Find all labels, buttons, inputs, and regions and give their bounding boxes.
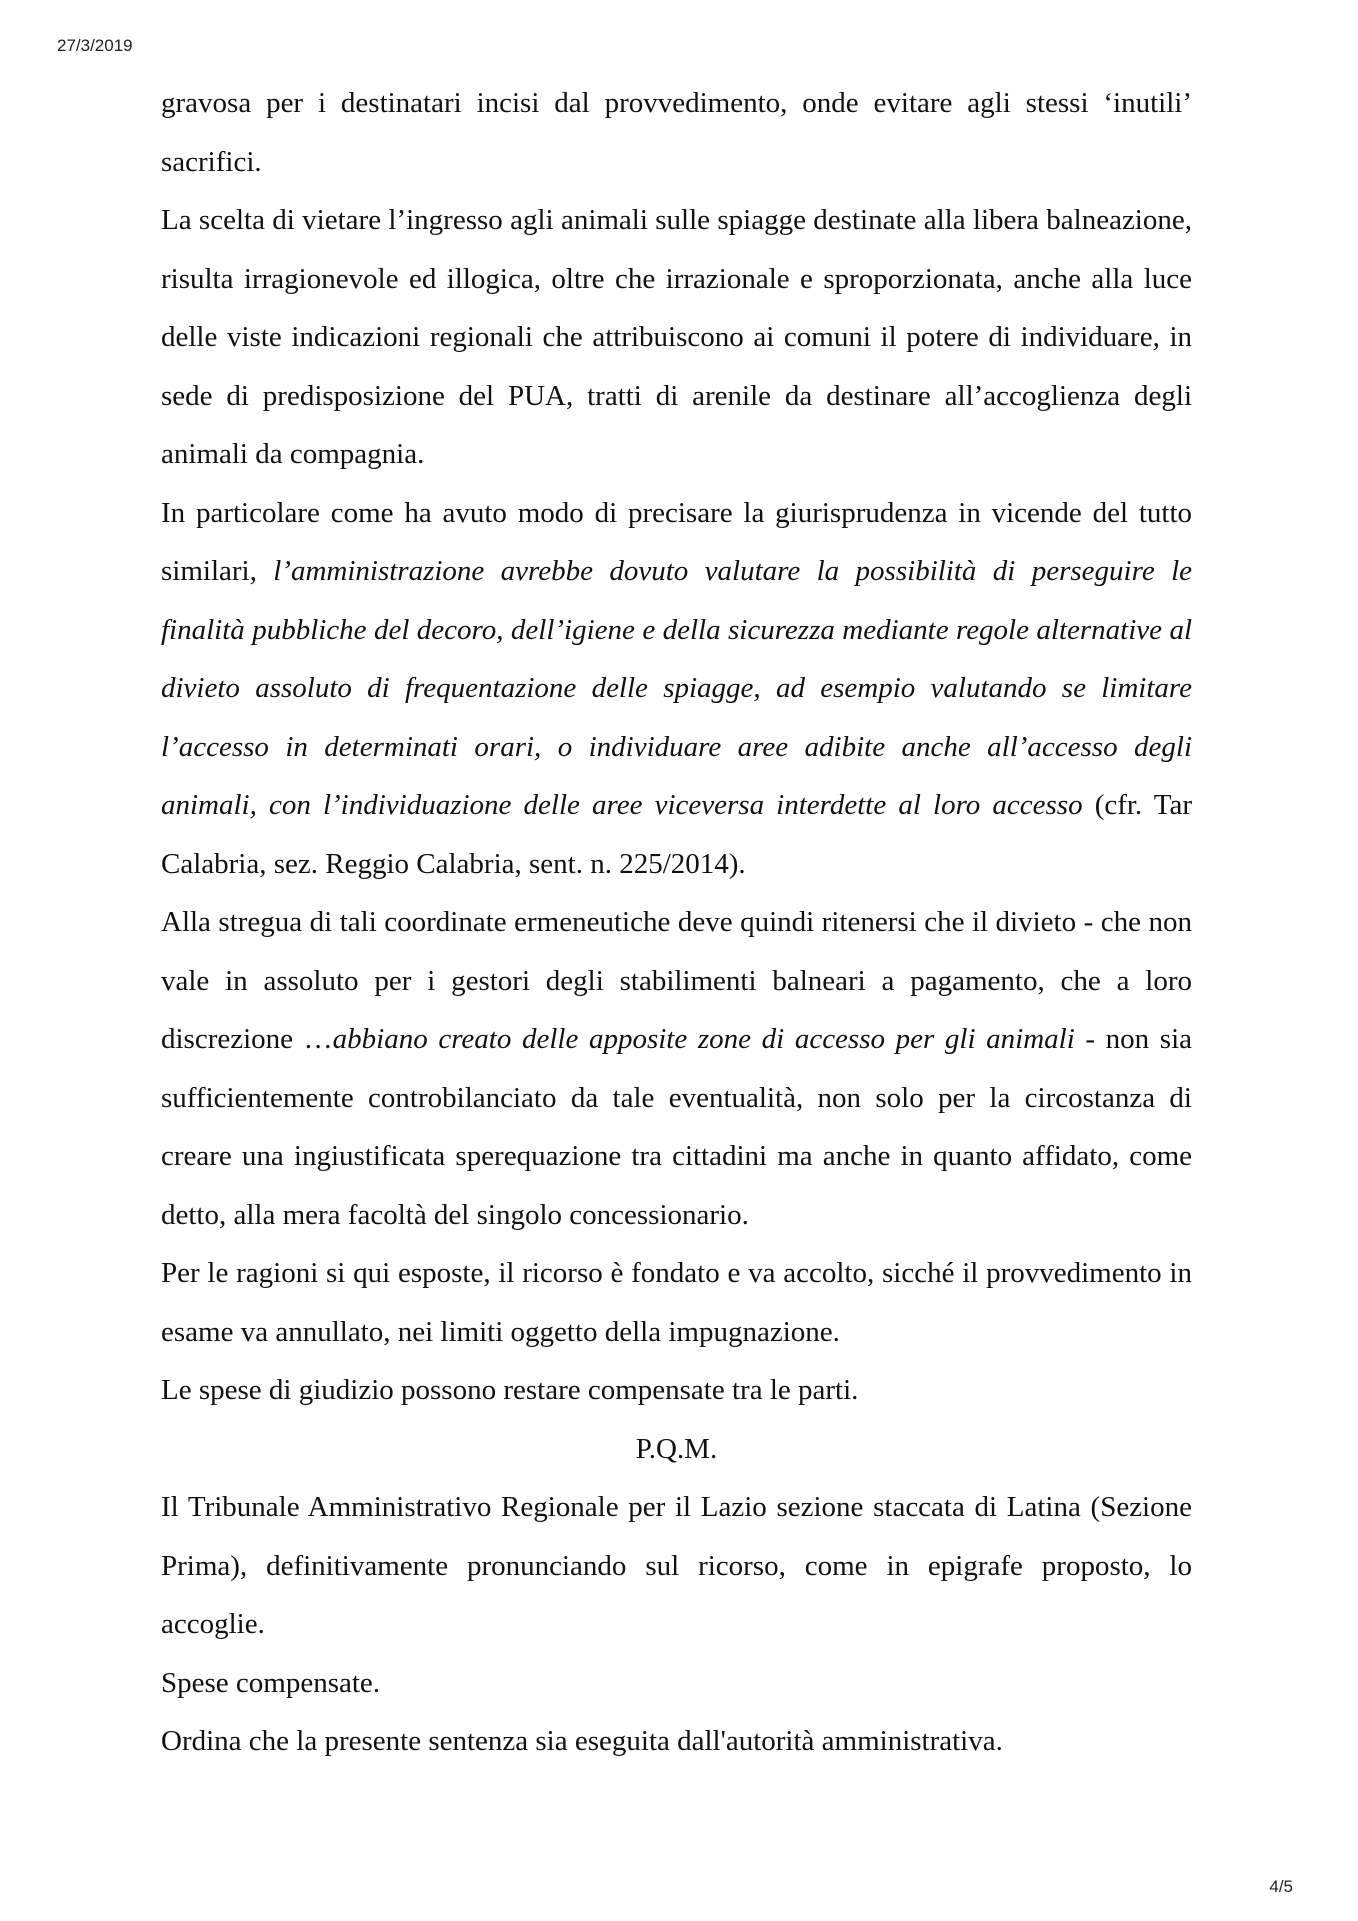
paragraph-1: gravosa per i destinatari incisi dal provvedimento, onde evitare agli stessi ‘inutili’ sacrifici. [161,87,1192,178]
paragraph-3 [161,484,1192,894]
paragraph-3-citation: (cfr. Tar Calabria, sez. Reggio Calabria, sent. n. 225/2014). [161,789,1192,880]
print-date: 27/3/2019 [57,36,133,55]
paragraph-9: Ordina che la presente sentenza sia eseguita dall'autorità amministrativa. [161,1725,1003,1757]
paragraph-3-quote: l’amministrazione avrebbe dovuto valutare la possibilità di perseguire le finalità pubbliche del decoro, dell’igiene e della sicurezza mediante regole alternative al divieto assoluto di frequentazione delle spiagge, ad esempio valutando se limitare l’accesso in determinati orari, o individuare aree adibite anche all’accesso degli animali, con l’individuazione delle aree viceversa interdette al loro accesso [161,555,1192,821]
paragraph-4 [161,893,1192,1244]
paragraph-4-text-a: Alla stregua di tali coordinate ermeneutiche deve quindi ritenersi che il divieto - che non vale in assoluto per i gestori degli stabilimenti balneari a pagamento, che a loro discrezione … [161,906,1192,1055]
paragraph-3-text-a: In particolare come ha avuto modo di precisare la giurisprudenza in vicende del tutto similari, [161,496,1192,587]
paragraph-4-text-b: - non sia sufficientemente controbilanciato da tale eventualità, non solo per la circostanza di creare una ingiustificata sperequazione tra cittadini ma anche in quanto affidato, come detto, alla mera facoltà del singolo concessionario. [161,1023,1193,1231]
paragraph-6: Le spese di giudizio possono restare compensate tra le parti. [161,1374,859,1406]
pqm-heading: P.Q.M. [635,1432,718,1465]
paragraph-7: Il Tribunale Amministrativo Regionale per il Lazio sezione staccata di Latina (Sezione Prima), definitivamente pronunciando sul ricorso, come in epigrafe proposto, lo accoglie. [161,1491,1192,1640]
page-number: 4/5 [1269,1877,1293,1896]
document-body [161,74,1192,1771]
paragraph-8: Spese compensate. [161,1666,381,1699]
paragraph-4-quote: abbiano creato delle apposite zone di accesso per gli animali [332,1023,1075,1055]
paragraph-5: Per le ragioni si qui esposte, il ricorso è fondato e va accolto, sicché il provvedimento in esame va annullato, nei limiti oggetto della impugnazione. [161,1257,1192,1348]
paragraph-2: La scelta di vietare l’ingresso agli animali sulle spiagge destinate alla libera balneazione, risulta irragionevole ed illogica, oltre che irrazionale e sproporzionata, anche alla luce delle viste indicazioni regionali che attribuiscono ai comuni il potere di individuare, in sede di predisposizione del PUA, tratti di arenile da destinare all’accoglienza degli animali da compagnia. [161,204,1192,470]
